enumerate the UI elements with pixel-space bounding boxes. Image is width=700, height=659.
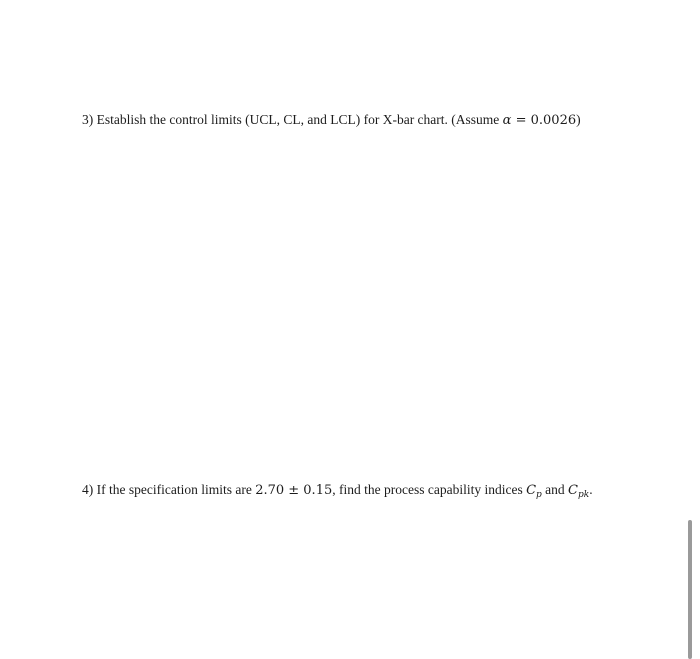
spec-limits: 2.70 ± 0.15	[255, 483, 333, 498]
cp-symbol: C	[526, 483, 537, 498]
cpk-symbol: C	[568, 483, 578, 498]
question-4-text: 4) If the specification limits are	[82, 482, 256, 497]
question-4	[82, 482, 593, 500]
closing-paren: )	[576, 112, 581, 127]
end-period: .	[589, 482, 593, 497]
cpk-subscript: pk	[578, 490, 590, 500]
alpha-symbol: α	[502, 113, 512, 128]
and-text: and	[541, 482, 569, 497]
cp-subscript: p	[536, 490, 542, 500]
question-4-mid-text: , find the process capability indices	[332, 482, 527, 497]
vertical-scrollbar[interactable]	[688, 520, 692, 659]
equals-sign: =	[511, 113, 531, 128]
alpha-value: 0.0026	[530, 113, 577, 128]
question-3	[82, 112, 581, 129]
question-3-text: 3) Establish the control limits (UCL, CL, and LCL) for X-bar chart. (Assume	[82, 112, 503, 127]
